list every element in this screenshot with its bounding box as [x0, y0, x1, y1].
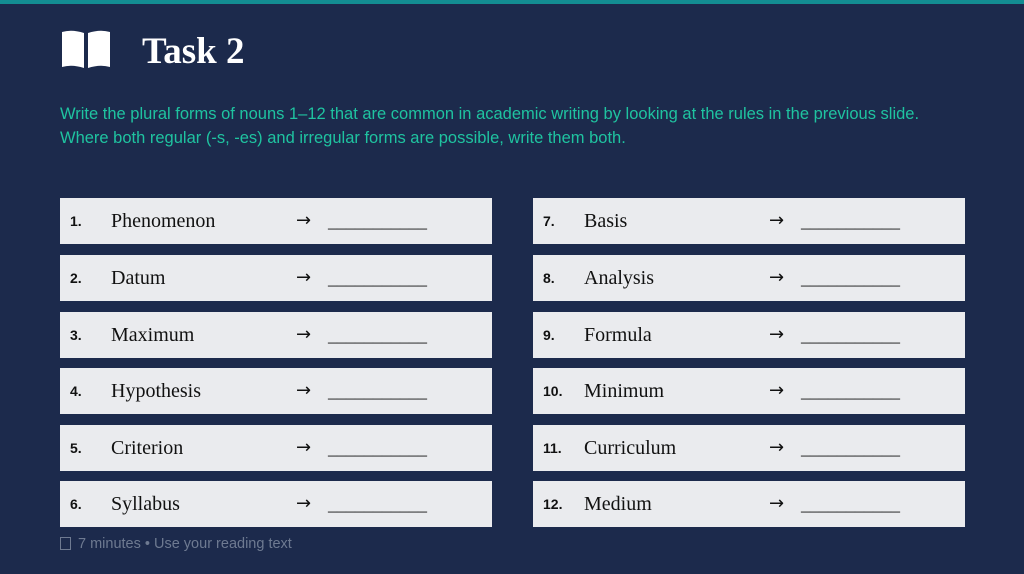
- arrow-right-icon: →: [296, 267, 312, 288]
- item-number: 7.: [543, 213, 555, 229]
- list-item-6: [60, 481, 492, 527]
- instructions: [60, 102, 940, 150]
- answer-blank: ___________: [328, 325, 427, 345]
- list-item-11: [533, 425, 965, 471]
- list-item-2: [60, 255, 492, 301]
- list-item-1: [60, 198, 492, 244]
- answer-blank: ___________: [328, 438, 427, 458]
- item-number: 4.: [70, 383, 82, 399]
- item-number: 5.: [70, 440, 82, 456]
- item-number: 9.: [543, 327, 555, 343]
- arrow-right-icon: →: [296, 493, 312, 514]
- item-noun: Criterion: [111, 437, 184, 459]
- list-item-8: [533, 255, 965, 301]
- arrow-right-icon: →: [769, 324, 785, 345]
- item-noun: Hypothesis: [111, 380, 201, 402]
- answer-blank: ___________: [801, 438, 900, 458]
- item-noun: Curriculum: [584, 437, 677, 459]
- arrow-right-icon: →: [769, 210, 785, 231]
- item-noun: Maximum: [111, 324, 195, 346]
- instruction-line-2: Where both regular (-s, -es) and irregular forms are possible, write them both.: [60, 129, 626, 147]
- item-number: 11.: [543, 440, 562, 456]
- item-noun: Datum: [111, 267, 166, 289]
- answer-blank: ___________: [801, 325, 900, 345]
- arrow-right-icon: →: [296, 380, 312, 401]
- arrow-right-icon: →: [769, 493, 785, 514]
- item-number: 2.: [70, 270, 82, 286]
- item-noun: Basis: [584, 210, 628, 232]
- item-number: 8.: [543, 270, 555, 286]
- item-noun: Minimum: [584, 380, 665, 402]
- arrow-right-icon: →: [769, 380, 785, 401]
- item-number: 12.: [543, 496, 563, 512]
- arrow-right-icon: →: [296, 324, 312, 345]
- answer-blank: ___________: [801, 494, 900, 514]
- item-number: 10.: [543, 383, 563, 399]
- top-accent-bar: [0, 0, 1024, 4]
- item-noun: Phenomenon: [111, 210, 216, 232]
- open-book-icon: [60, 28, 112, 70]
- arrow-right-icon: →: [769, 267, 785, 288]
- instruction-line-1: Write the plural forms of nouns 1–12 that are common in academic writing by looking at the rules in the previous slide.: [60, 105, 920, 123]
- footer-note: [60, 536, 292, 552]
- list-item-4: [60, 368, 492, 414]
- arrow-right-icon: →: [769, 437, 785, 458]
- answer-blank: ___________: [801, 381, 900, 401]
- page-title: Task 2: [142, 31, 245, 72]
- arrow-right-icon: →: [296, 437, 312, 458]
- answer-blank: ___________: [328, 494, 427, 514]
- answer-blank: ___________: [801, 268, 900, 288]
- answer-blank: ___________: [328, 381, 427, 401]
- list-item-9: [533, 312, 965, 358]
- item-noun: Analysis: [584, 267, 654, 289]
- list-item-3: [60, 312, 492, 358]
- answer-blank: ___________: [328, 211, 427, 231]
- list-item-10: [533, 368, 965, 414]
- arrow-right-icon: →: [296, 210, 312, 231]
- item-noun: Formula: [584, 324, 652, 346]
- item-number: 3.: [70, 327, 82, 343]
- list-item-7: [533, 198, 965, 244]
- item-number: 1.: [70, 213, 82, 229]
- answer-blank: ___________: [328, 268, 427, 288]
- list-item-5: [60, 425, 492, 471]
- timer-icon: [60, 537, 71, 550]
- answer-blank: ___________: [801, 211, 900, 231]
- item-noun: Syllabus: [111, 493, 180, 515]
- footer-text: 7 minutes • Use your reading text: [78, 536, 292, 552]
- item-number: 6.: [70, 496, 82, 512]
- item-noun: Medium: [584, 493, 652, 515]
- list-item-12: [533, 481, 965, 527]
